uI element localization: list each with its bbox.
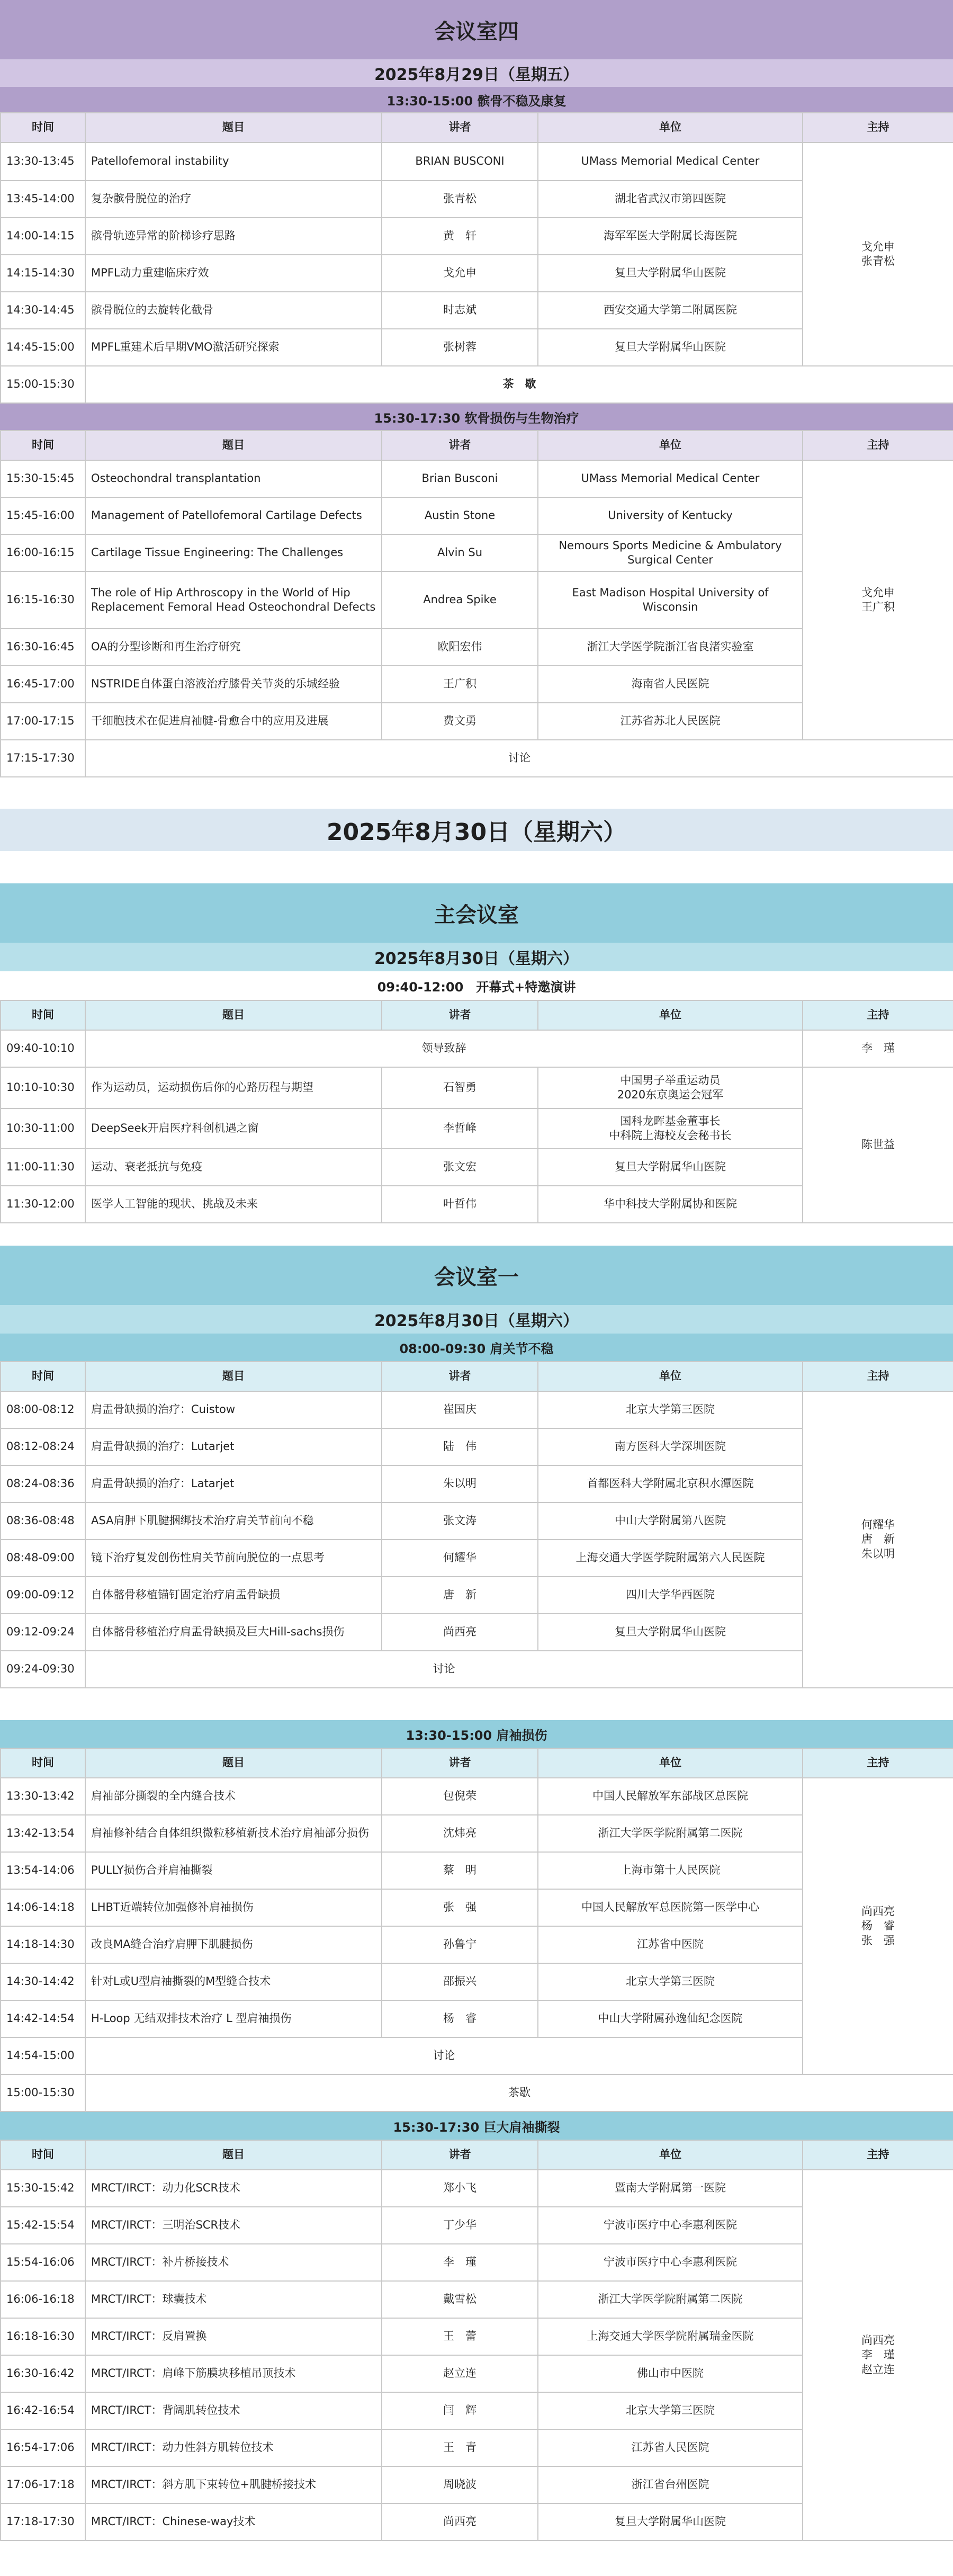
row-time: 16:15-16:30 xyxy=(1,571,85,629)
row-unit: 江苏省苏北人民医院 xyxy=(538,703,803,740)
row-speaker: 欧阳宏伟 xyxy=(382,629,538,666)
row-topic: MRCT/IRCT：斜方肌下束转位+肌腱桥接技术 xyxy=(85,2466,382,2503)
break-row xyxy=(1,740,953,777)
discussion-label: 讨论 xyxy=(85,740,953,777)
row-topic: PULLY损伤合并肩袖撕裂 xyxy=(85,1852,382,1889)
row-speaker: 李 瑾 xyxy=(382,2244,538,2281)
row-unit: 中山大学附属孙逸仙纪念医院 xyxy=(538,2000,803,2037)
header-unit: 单位 xyxy=(538,431,803,460)
header-host: 主持 xyxy=(803,113,953,142)
row-time: 17:15-17:30 xyxy=(1,740,85,777)
session-host xyxy=(803,1067,953,1223)
row-time: 09:24-09:30 xyxy=(1,1651,85,1688)
row-time: 14:42-14:54 xyxy=(1,2000,85,2037)
hall-title: 会议室四 xyxy=(0,0,953,59)
row-topic: MRCT/IRCT：动力性斜方肌转位技术 xyxy=(85,2429,382,2466)
header-unit: 单位 xyxy=(538,1748,803,1778)
hall-title: 主会议室 xyxy=(0,883,953,943)
row-speaker: 叶哲伟 xyxy=(382,1186,538,1223)
row-time: 16:45-17:00 xyxy=(1,666,85,703)
header-topic: 题目 xyxy=(85,2140,382,2170)
day-title: 2025年8月30日（星期六） xyxy=(0,1305,953,1334)
header-speaker: 讲者 xyxy=(382,1748,538,1778)
day-banner: 2025年8月30日（星期六） xyxy=(0,809,953,851)
row-unit: University of Kentucky xyxy=(538,497,803,534)
header-unit: 单位 xyxy=(538,113,803,142)
row-topic: MRCT/IRCT：肩峰下筋膜块移植吊顶技术 xyxy=(85,2355,382,2392)
row-unit: 复旦大学附属华山医院 xyxy=(538,2503,803,2541)
row-topic: 针对L或U型肩袖撕裂的M型缝合技术 xyxy=(85,1963,382,2000)
session-table xyxy=(0,1000,953,1223)
row-speaker: 杨 睿 xyxy=(382,2000,538,2037)
table-row xyxy=(1,1391,953,1428)
row-unit: 首都医科大学附属北京积水潭医院 xyxy=(538,1465,803,1502)
host-name: 张 强 xyxy=(861,1934,895,1947)
row-topic: The role of Hip Arthroscopy in the World of Hip Replacement Femoral Head Osteochondral Defects xyxy=(85,571,382,629)
row-time: 14:30-14:42 xyxy=(1,1963,85,2000)
row-topic: 肩盂骨缺损的治疗：Latarjet xyxy=(85,1465,382,1502)
row-speaker: 李哲峰 xyxy=(382,1108,538,1149)
row-time: 14:15-14:30 xyxy=(1,255,85,292)
row-time: 14:54-15:00 xyxy=(1,2037,85,2074)
row-time: 08:48-09:00 xyxy=(1,1540,85,1577)
row-time: 16:30-16:42 xyxy=(1,2355,85,2392)
row-speaker: 张树蓉 xyxy=(382,329,538,366)
discussion-label: 讨论 xyxy=(85,2037,803,2074)
row-unit: 浙江大学医学院附属第二医院 xyxy=(538,2281,803,2318)
row-speaker: 黄 轩 xyxy=(382,218,538,255)
session-title: 15:30-17:30 软骨损伤与生物治疗 xyxy=(0,404,953,430)
host-name: 何耀华 xyxy=(861,1518,895,1532)
row-unit: 浙江省台州医院 xyxy=(538,2466,803,2503)
row-unit: 上海市第十人民医院 xyxy=(538,1852,803,1889)
header-topic: 题目 xyxy=(85,1362,382,1391)
row-topic: 医学人工智能的现状、挑战及未来 xyxy=(85,1186,382,1223)
row-topic: 运动、衰老抵抗与免疫 xyxy=(85,1149,382,1186)
row-unit: 中国人民解放军总医院第一医学中心 xyxy=(538,1889,803,1926)
row-topic: 改良MA缝合治疗肩胛下肌腱损伤 xyxy=(85,1926,382,1963)
row-speaker: 尚西亮 xyxy=(382,2503,538,2541)
host-name: 尚西亮 xyxy=(861,1905,895,1918)
header-topic: 题目 xyxy=(85,113,382,142)
row-time: 08:00-08:12 xyxy=(1,1391,85,1428)
row-unit: UMass Memorial Medical Center xyxy=(538,142,803,181)
row-unit: 宁波市医疗中心李惠利医院 xyxy=(538,2207,803,2244)
row-speaker: 邵振兴 xyxy=(382,1963,538,2000)
row-time: 10:10-10:30 xyxy=(1,1067,85,1108)
row-time: 15:30-15:42 xyxy=(1,2170,85,2207)
row-speaker: 陆 伟 xyxy=(382,1428,538,1465)
row-time: 10:30-11:00 xyxy=(1,1108,85,1149)
row-time: 15:54-16:06 xyxy=(1,2244,85,2281)
break-label: 茶 歇 xyxy=(85,366,953,403)
header-host: 主持 xyxy=(803,431,953,460)
header-topic: 题目 xyxy=(85,1748,382,1778)
session-title: 15:30-17:30 巨大肩袖撕裂 xyxy=(0,2112,953,2140)
row-time: 13:30-13:45 xyxy=(1,142,85,181)
table-header xyxy=(1,2140,953,2170)
row-unit: 国科龙晖基金董事长 中科院上海校友会秘书长 xyxy=(538,1108,803,1149)
row-time: 16:30-16:45 xyxy=(1,629,85,666)
row-speaker: 沈炜亮 xyxy=(382,1815,538,1852)
row-speaker: 张青松 xyxy=(382,181,538,218)
header-unit: 单位 xyxy=(538,1362,803,1391)
host-name: 尚西亮 xyxy=(861,2334,895,2347)
row-speaker: BRIAN BUSCONI xyxy=(382,142,538,181)
row-speaker: 戴雪松 xyxy=(382,2281,538,2318)
row-topic: NSTRIDE自体蛋白溶液治疗膝骨关节炎的乐城经验 xyxy=(85,666,382,703)
row-unit: 江苏省人民医院 xyxy=(538,2429,803,2466)
discussion-label: 讨论 xyxy=(85,1651,803,1688)
row-time: 16:00-16:15 xyxy=(1,534,85,571)
main-hall-section xyxy=(0,883,953,1223)
header-time: 时间 xyxy=(1,1000,85,1030)
row-topic: OA的分型诊断和再生治疗研究 xyxy=(85,629,382,666)
row-speaker: 张文涛 xyxy=(382,1502,538,1540)
header-topic: 题目 xyxy=(85,1000,382,1030)
row-unit: 江苏省中医院 xyxy=(538,1926,803,1963)
row-time: 08:12-08:24 xyxy=(1,1428,85,1465)
row-topic: 肩盂骨缺损的治疗：Cuistow xyxy=(85,1391,382,1428)
opening-host: 李 瑾 xyxy=(803,1030,953,1067)
row-speaker: 丁少华 xyxy=(382,2207,538,2244)
header-time: 时间 xyxy=(1,1748,85,1778)
row-time: 08:36-08:48 xyxy=(1,1502,85,1540)
host-name: 王广积 xyxy=(861,601,895,613)
row-time: 14:30-14:45 xyxy=(1,292,85,329)
row-time: 13:54-14:06 xyxy=(1,1852,85,1889)
row-unit: 海军军医大学附属长海医院 xyxy=(538,218,803,255)
header-speaker: 讲者 xyxy=(382,113,538,142)
table-row xyxy=(1,2170,953,2207)
row-time: 13:45-14:00 xyxy=(1,181,85,218)
row-speaker: 王广积 xyxy=(382,666,538,703)
row-time: 13:30-13:42 xyxy=(1,1778,85,1815)
session-host xyxy=(803,1391,953,1688)
row-time: 17:00-17:15 xyxy=(1,703,85,740)
row-unit: 浙江大学医学院浙江省良渚实验室 xyxy=(538,629,803,666)
break-row xyxy=(1,2074,953,2112)
row-speaker: Andrea Spike xyxy=(382,571,538,629)
row-topic: MPFL动力重建临床疗效 xyxy=(85,255,382,292)
row-topic: H-Loop 无结双排技术治疗 L 型肩袖损伤 xyxy=(85,2000,382,2037)
table-header xyxy=(1,431,953,460)
host-name: 赵立连 xyxy=(861,2363,895,2376)
table-row xyxy=(1,1067,953,1108)
row-topic: MRCT/IRCT：Chinese-way技术 xyxy=(85,2503,382,2541)
session-title: 13:30-15:00 髌骨不稳及康复 xyxy=(0,87,953,112)
row-time: 09:00-09:12 xyxy=(1,1577,85,1614)
session-title: 13:30-15:00 肩袖损伤 xyxy=(0,1720,953,1748)
day-title: 2025年8月29日（星期五） xyxy=(0,59,953,87)
row-unit: 复旦大学附属华山医院 xyxy=(538,1149,803,1186)
row-topic: 髌骨轨迹异常的阶梯诊疗思路 xyxy=(85,218,382,255)
row-time: 16:06-16:18 xyxy=(1,2281,85,2318)
row-speaker: Austin Stone xyxy=(382,497,538,534)
row-speaker: 尚西亮 xyxy=(382,1614,538,1651)
row-time: 11:00-11:30 xyxy=(1,1149,85,1186)
row-speaker: 周晓波 xyxy=(382,2466,538,2503)
row-speaker: 孙鲁宁 xyxy=(382,1926,538,1963)
row-unit: 上海交通大学医学院附属第六人民医院 xyxy=(538,1540,803,1577)
row-time: 08:24-08:36 xyxy=(1,1465,85,1502)
row-topic: MRCT/IRCT：动力化SCR技术 xyxy=(85,2170,382,2207)
row-unit: 湖北省武汉市第四医院 xyxy=(538,181,803,218)
row-time: 15:00-15:30 xyxy=(1,366,85,403)
row-time: 16:42-16:54 xyxy=(1,2392,85,2429)
row-unit: 浙江大学医学院附属第二医院 xyxy=(538,1815,803,1852)
header-speaker: 讲者 xyxy=(382,431,538,460)
session-host xyxy=(803,142,953,366)
host-name: 朱以明 xyxy=(861,1547,895,1560)
row-speaker: 崔国庆 xyxy=(382,1391,538,1428)
row-topic: 镜下治疗复发创伤性肩关节前向脱位的一点思考 xyxy=(85,1540,382,1577)
row-unit: 南方医科大学深圳医院 xyxy=(538,1428,803,1465)
row-topic: LHBT近端转位加强修补肩袖损伤 xyxy=(85,1889,382,1926)
row-topic: 干细胞技术在促进肩袖腱-骨愈合中的应用及进展 xyxy=(85,703,382,740)
row-topic: 肩袖部分撕裂的全内缝合技术 xyxy=(85,1778,382,1815)
row-time: 15:30-15:45 xyxy=(1,460,85,497)
row-unit: 暨南大学附属第一医院 xyxy=(538,2170,803,2207)
session-table xyxy=(0,1748,953,2112)
row-unit: 海南省人民医院 xyxy=(538,666,803,703)
row-time: 15:42-15:54 xyxy=(1,2207,85,2244)
row-speaker: 时志斌 xyxy=(382,292,538,329)
host-name: 陈世益 xyxy=(861,1138,895,1151)
row-speaker: 蔡 明 xyxy=(382,1852,538,1889)
host-name: 张青松 xyxy=(861,255,895,267)
row-unit: 复旦大学附属华山医院 xyxy=(538,329,803,366)
row-time: 15:45-16:00 xyxy=(1,497,85,534)
row-unit: 中山大学附属第八医院 xyxy=(538,1502,803,1540)
session-host xyxy=(803,460,953,740)
row-speaker: 王 青 xyxy=(382,2429,538,2466)
row-topic: 复杂髌骨脱位的治疗 xyxy=(85,181,382,218)
break-row xyxy=(1,366,953,403)
row-speaker: 唐 新 xyxy=(382,1577,538,1614)
header-speaker: 讲者 xyxy=(382,2140,538,2170)
row-topic: MRCT/IRCT：背阔肌转位技术 xyxy=(85,2392,382,2429)
table-header xyxy=(1,1000,953,1030)
row-unit: 中国男子举重运动员 2020东京奥运会冠军 xyxy=(538,1067,803,1108)
table-row xyxy=(1,1778,953,1815)
row-topic: Osteochondral transplantation xyxy=(85,460,382,497)
row-topic: MRCT/IRCT：球囊技术 xyxy=(85,2281,382,2318)
row-topic: 自体髂骨移植锚钉固定治疗肩盂骨缺损 xyxy=(85,1577,382,1614)
table-header xyxy=(1,1748,953,1778)
session-host xyxy=(803,2170,953,2541)
row-time: 17:18-17:30 xyxy=(1,2503,85,2541)
row-unit: 佛山市中医院 xyxy=(538,2355,803,2392)
host-name: 唐 新 xyxy=(861,1533,895,1546)
row-time: 14:18-14:30 xyxy=(1,1926,85,1963)
row-topic: MRCT/IRCT：反肩置换 xyxy=(85,2318,382,2355)
header-host: 主持 xyxy=(803,1748,953,1778)
break-label: 茶歇 xyxy=(85,2074,953,2112)
row-time: 09:40-10:10 xyxy=(1,1030,85,1067)
row-speaker: 张文宏 xyxy=(382,1149,538,1186)
header-topic: 题目 xyxy=(85,431,382,460)
row-time: 15:00-15:30 xyxy=(1,2074,85,2112)
row-speaker: Alvin Su xyxy=(382,534,538,571)
header-time: 时间 xyxy=(1,431,85,460)
session-title: 08:00-09:30 肩关节不稳 xyxy=(0,1334,953,1361)
row-topic: DeepSeek开启医疗科创机遇之窗 xyxy=(85,1108,382,1149)
row-topic: MPFL重建术后早期VMO激活研究探索 xyxy=(85,329,382,366)
row-topic: 作为运动员，运动损伤后你的心路历程与期望 xyxy=(85,1067,382,1108)
row-unit: UMass Memorial Medical Center xyxy=(538,460,803,497)
header-host: 主持 xyxy=(803,2140,953,2170)
row-speaker: Brian Busconi xyxy=(382,460,538,497)
row-unit: 宁波市医疗中心李惠利医院 xyxy=(538,2244,803,2281)
row-speaker: 戈允申 xyxy=(382,255,538,292)
hall-title: 会议室一 xyxy=(0,1246,953,1305)
host-name: 戈允申 xyxy=(861,586,895,599)
header-host: 主持 xyxy=(803,1362,953,1391)
header-speaker: 讲者 xyxy=(382,1362,538,1391)
row-unit: 北京大学第三医院 xyxy=(538,1963,803,2000)
row-topic: Management of Patellofemoral Cartilage Defects xyxy=(85,497,382,534)
row-unit: 北京大学第三医院 xyxy=(538,1391,803,1428)
header-host: 主持 xyxy=(803,1000,953,1030)
row-time: 16:18-16:30 xyxy=(1,2318,85,2355)
room1-section xyxy=(0,1246,953,2541)
session-table xyxy=(0,2140,953,2541)
row-topic: MRCT/IRCT：补片桥接技术 xyxy=(85,2244,382,2281)
row-unit: East Madison Hospital University of Wisconsin xyxy=(538,571,803,629)
row-speaker: 何耀华 xyxy=(382,1540,538,1577)
row-time: 17:06-17:18 xyxy=(1,2466,85,2503)
room4-section xyxy=(0,0,953,777)
opening-label: 领导致辞 xyxy=(85,1030,803,1067)
table-header xyxy=(1,1362,953,1391)
header-speaker: 讲者 xyxy=(382,1000,538,1030)
row-time: 13:42-13:54 xyxy=(1,1815,85,1852)
row-topic: ASA肩胛下肌腱捆绑技术治疗肩关节前向不稳 xyxy=(85,1502,382,1540)
row-speaker: 包倪荣 xyxy=(382,1778,538,1815)
host-name: 杨 睿 xyxy=(861,1919,895,1933)
row-unit: Nemours Sports Medicine & Ambulatory Surgical Center xyxy=(538,534,803,571)
row-topic: 髌骨脱位的去旋转化截骨 xyxy=(85,292,382,329)
row-speaker: 王 蕾 xyxy=(382,2318,538,2355)
row-topic: Patellofemoral instability xyxy=(85,142,382,181)
row-unit: 四川大学华西医院 xyxy=(538,1577,803,1614)
row-speaker: 费文勇 xyxy=(382,703,538,740)
row-time: 14:00-14:15 xyxy=(1,218,85,255)
row-unit: 复旦大学附属华山医院 xyxy=(538,255,803,292)
row-time: 14:45-15:00 xyxy=(1,329,85,366)
table-row xyxy=(1,460,953,497)
row-speaker: 张 强 xyxy=(382,1889,538,1926)
session-host xyxy=(803,1778,953,2074)
header-time: 时间 xyxy=(1,2140,85,2170)
row-speaker: 朱以明 xyxy=(382,1465,538,1502)
session-table xyxy=(0,430,953,777)
host-name: 李 瑾 xyxy=(861,2348,895,2362)
session-table xyxy=(0,1361,953,1688)
row-speaker: 郑小飞 xyxy=(382,2170,538,2207)
row-unit: 华中科技大学附属协和医院 xyxy=(538,1186,803,1223)
session-title: 09:40-12:00 开幕式+特邀演讲 xyxy=(0,971,953,1000)
row-unit: 复旦大学附属华山医院 xyxy=(538,1614,803,1651)
header-time: 时间 xyxy=(1,1362,85,1391)
row-time: 11:30-12:00 xyxy=(1,1186,85,1223)
row-topic: 肩盂骨缺损的治疗：Lutarjet xyxy=(85,1428,382,1465)
row-unit: 上海交通大学医学院附属瑞金医院 xyxy=(538,2318,803,2355)
row-speaker: 闫 辉 xyxy=(382,2392,538,2429)
row-unit: 中国人民解放军东部战区总医院 xyxy=(538,1778,803,1815)
header-unit: 单位 xyxy=(538,2140,803,2170)
session-table xyxy=(0,112,953,404)
row-time: 14:06-14:18 xyxy=(1,1889,85,1926)
row-topic: 肩袖修补结合自体组织微粒移植新技术治疗肩袖部分损伤 xyxy=(85,1815,382,1852)
table-row xyxy=(1,142,953,181)
header-time: 时间 xyxy=(1,113,85,142)
row-time: 09:12-09:24 xyxy=(1,1614,85,1651)
row-topic: Cartilage Tissue Engineering: The Challenges xyxy=(85,534,382,571)
row-speaker: 石智勇 xyxy=(382,1067,538,1108)
row-topic: MRCT/IRCT：三明治SCR技术 xyxy=(85,2207,382,2244)
row-topic: 自体髂骨移植治疗肩盂骨缺损及巨大Hill-sachs损伤 xyxy=(85,1614,382,1651)
spacer xyxy=(0,1688,953,1720)
row-unit: 西安交通大学第二附属医院 xyxy=(538,292,803,329)
table-header xyxy=(1,113,953,142)
day-title: 2025年8月30日（星期六） xyxy=(0,943,953,971)
row-speaker: 赵立连 xyxy=(382,2355,538,2392)
host-name: 戈允申 xyxy=(861,240,895,253)
opening-row xyxy=(1,1030,953,1067)
header-unit: 单位 xyxy=(538,1000,803,1030)
row-time: 16:54-17:06 xyxy=(1,2429,85,2466)
row-unit: 北京大学第三医院 xyxy=(538,2392,803,2429)
